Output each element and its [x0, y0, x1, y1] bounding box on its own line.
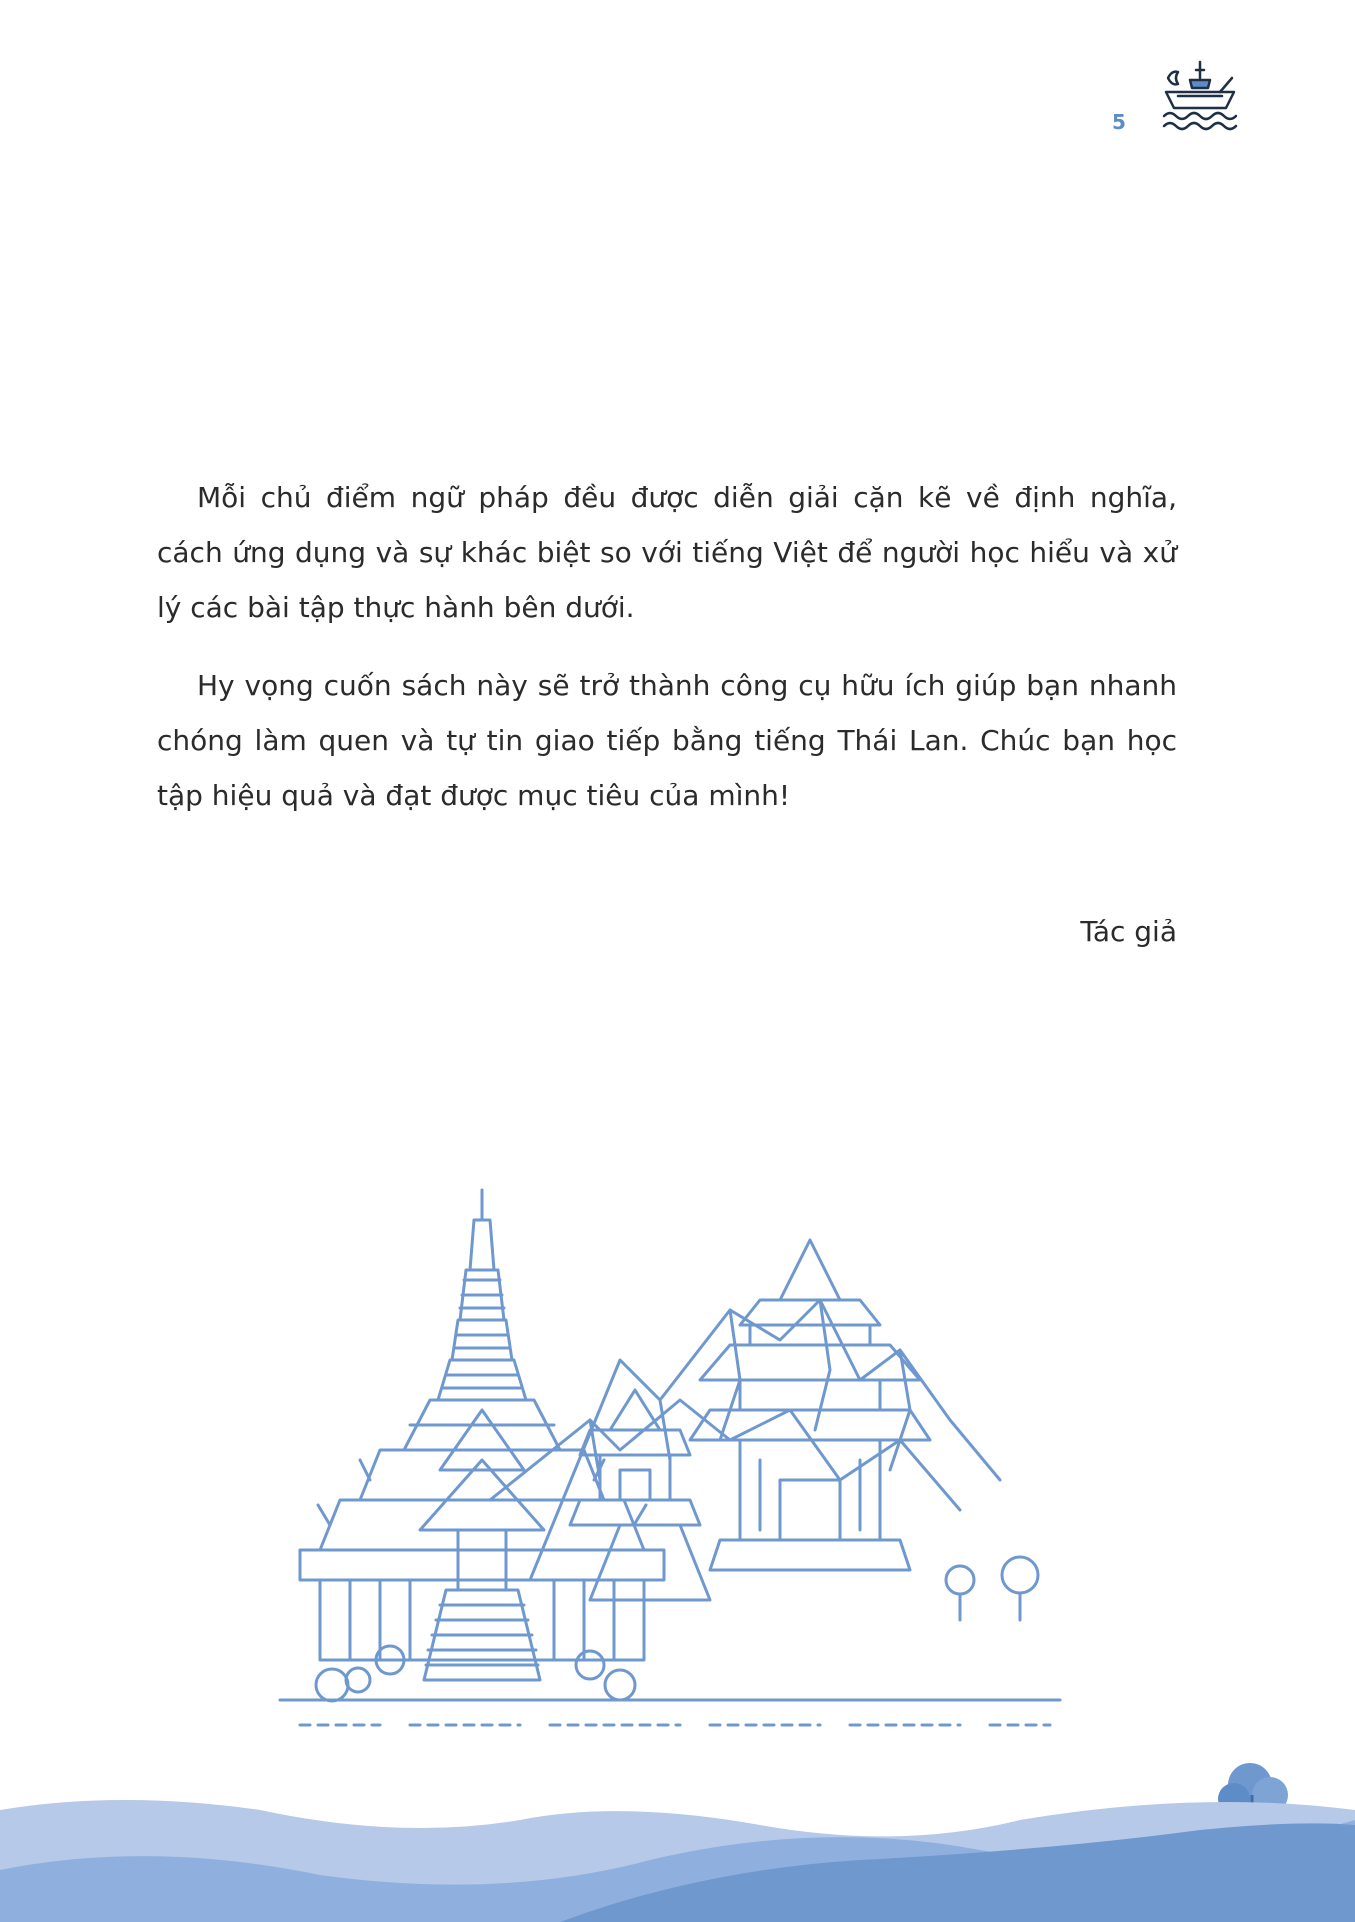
hills-decoration — [0, 1780, 1355, 1922]
body-text — [157, 470, 1177, 846]
paragraph-2: Hy vọng cuốn sách này sẽ trở thành công cụ hữu ích giúp bạn nhanh chóng làm quen và tự tin giao tiếp bằng tiếng Thái Lan. Chúc bạn học tập hiệu quả và đạt được mục tiêu của mình! — [157, 669, 1177, 812]
page-number: 5 — [1112, 110, 1126, 134]
author-signature: Tác giả — [1080, 915, 1177, 948]
temple-mountain-illustration — [260, 1180, 1080, 1790]
paragraph-1: Mỗi chủ điểm ngữ pháp đều được diễn giải cặn kẽ về định nghĩa, cách ứng dụng và sự khác biệt so với tiếng Việt để người học hiểu và xử lý các bài tập thực hành bên dưới. — [157, 481, 1177, 624]
boat-icon — [1160, 58, 1240, 136]
